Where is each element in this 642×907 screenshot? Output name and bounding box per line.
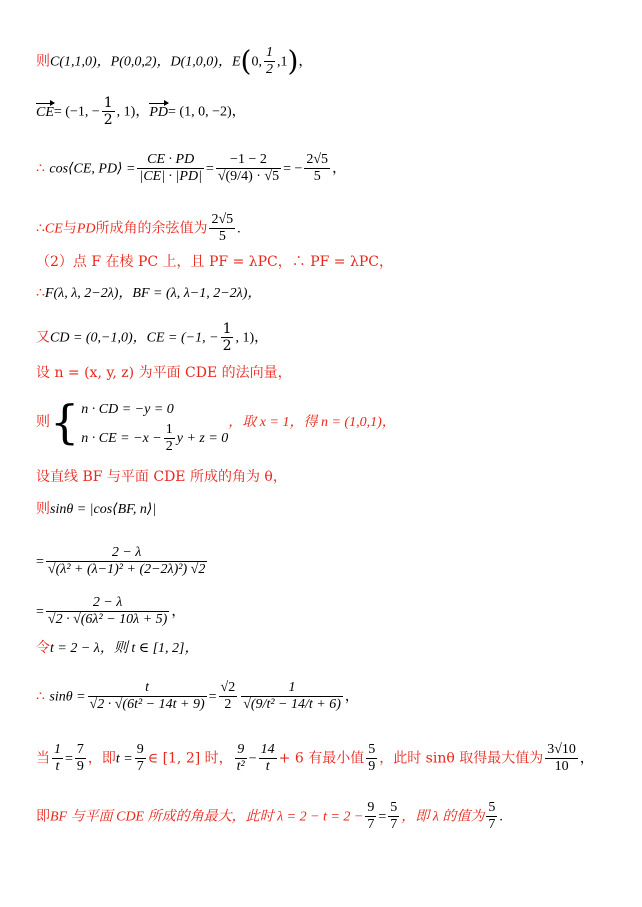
line-7-tail: , 1)，: [235, 330, 269, 346]
fraction-7-9: $\frac{7}{9}$: [76, 742, 84, 775]
word-namely: ，即: [87, 750, 116, 767]
fraction-sin-2: $\frac{2 - \lambda}{\text{√2 · √(6λ² − 10λ + 5)}}$: [47, 595, 168, 628]
fraction-half: $\frac{1}{2}$: [165, 422, 173, 455]
sin-theta-expression: sinθ = |cos⟨BF, n⟩|: [50, 502, 157, 517]
line-2-pd-value: = (1, 0, −2)，: [168, 104, 246, 120]
word-let: 令: [36, 640, 50, 656]
in-interval: ∈ [1, 2] 时，: [147, 750, 233, 767]
equation-2: n · CE = −x − $\frac{1}{2}$ y + z = 0: [81, 422, 229, 455]
fraction-inner: $\frac{1}{\text{√(9/t² − 14/t + 6)}}$: [243, 680, 341, 713]
lambda-value-text: ，即 λ 的值为: [401, 809, 485, 825]
max-value-text: ，此时 sinθ 取得最大值为: [379, 750, 544, 767]
line-9: [36, 395, 396, 455]
t-equals: t =: [115, 751, 133, 767]
fraction-result: $\frac{2√5}{5}$: [306, 152, 329, 185]
therefore-symbol: ∴: [36, 220, 45, 237]
fraction-9-7: $\frac{9}{7}$: [367, 800, 375, 833]
line-8: 设 n = (x, y, z) 为平面 CDE 的法向量，: [36, 365, 292, 381]
word-then: 则: [36, 414, 50, 430]
line-2-tail: , 1)，: [116, 104, 150, 120]
fraction-half: $\frac{1}{2}$: [265, 45, 273, 78]
equation-1: n · CD = −y = 0: [81, 402, 174, 417]
fraction-5-9: $\frac{5}{9}$: [368, 742, 376, 775]
fraction-cos: $\frac{CE \cdot PD}{|CE| \cdot |PD|}$: [139, 152, 202, 185]
line-2: [36, 95, 246, 128]
therefore-symbol: ∴: [36, 285, 45, 301]
line-14: [36, 641, 199, 656]
fraction-half: $\frac{1}{2}$: [103, 95, 113, 129]
line-1-points: C(1,1,0)，P(0,0,2)，D(1,0,0)，E: [50, 54, 241, 70]
equation-system: [81, 398, 229, 455]
fraction-5-7: $\frac{5}{7}$: [390, 800, 398, 833]
line-10: 设直线 BF 与平面 CDE 所成的角为 θ，: [36, 469, 287, 485]
fraction-5-7: $\frac{5}{7}$: [488, 800, 496, 833]
equals-minus: = −: [283, 161, 303, 177]
brace-icon: {: [50, 395, 80, 449]
word-and: 与: [62, 220, 77, 237]
line-2-eq: = (−1, −: [53, 104, 100, 120]
fraction-sqrt2-half: $\frac{√2}{2}$: [220, 680, 236, 713]
therefore-symbol: ∴: [36, 688, 45, 705]
paren-close: ): [287, 44, 299, 78]
line-13: = $\frac{2 - \lambda}{\text{√2 · √(6λ² − 10λ + 5)}}$ ，: [36, 595, 186, 628]
fraction-14-t: $\frac{14}{t}$: [260, 742, 275, 775]
fraction-half: $\frac{1}{2}$: [222, 321, 232, 355]
line-17: [36, 800, 503, 833]
normal-vector-result: ，取 x = 1，得 n = (1,0,1)，: [228, 415, 396, 430]
line-6: [36, 286, 261, 301]
vector-pd: PD: [149, 104, 169, 120]
fraction-sin-1: $\frac{2 - \lambda}{\text{√(λ² + (λ−1)² + (2−2λ)²) √2}}$: [47, 545, 206, 578]
line-11: [36, 502, 156, 517]
line-4: ∴CE与PD所成角的余弦值为 $\frac{2√5}{5}$ .: [36, 212, 241, 245]
point-f-and-bf: F(λ, λ, 2−2λ)，BF = (λ, λ−1, 2−2λ)，: [44, 286, 262, 301]
word-i-e: 即: [36, 808, 50, 825]
word-when: 当: [36, 750, 50, 767]
equals: =: [378, 809, 387, 825]
segment-ce: CE: [44, 221, 63, 237]
fraction-9-t2: $\frac{9}{\text{t²}}$: [236, 742, 245, 775]
fraction-1-over-t: $\frac{1}{t}$: [54, 742, 61, 775]
line-1: 则C(1,1,0)，P(0,0,2)，D(1,0,0)，E(0, $\frac{1}{2}$ ,1)，: [36, 44, 313, 78]
period: .: [499, 809, 503, 825]
therefore-symbol: ∴: [36, 160, 45, 177]
line-16: 当 $\frac{1}{t}$ = $\frac{7}{9}$ ，即t = $\frac{9}{7}$ ∈ [1, 2] 时， $\frac{9}{\text{t²}}$ − $\frac{14}{t}$ + 6 有最小值 $\frac{5}{9}$ ，此时 sinθ 取得最大值为 $\frac{3√10}{10}$ ，: [36, 742, 594, 775]
line-15: ∴ sinθ = $\frac{t}{\text{√2 · √(6t² − 14t + 9)}}$ = $\frac{√2}{2}$ $\frac{1}{\text{√(9/t² − 14/t + 6)}}$ ，: [36, 680, 359, 713]
cos-expression: cos⟨CE, PD⟩ =: [49, 161, 136, 177]
line-1-prefix: 则: [36, 53, 50, 70]
fraction-max: $\frac{3√10}{10}$: [547, 742, 576, 775]
line-5: （2）点 F 在棱 PC 上，且 PF = λPC，∴ PF = λPC，: [36, 254, 393, 270]
line-12: = $\frac{2 - \lambda}{\text{√(λ² + (λ−1)² + (2−2λ)²) √2}}$: [36, 545, 206, 578]
conclusion-text: BF 与平面 CDE 所成的角最大，此时 λ = 2 − t = 2 −: [50, 809, 364, 825]
substitution: t = 2 − λ，则 t ∈ [1, 2]，: [50, 641, 199, 656]
vector-ce: CE: [36, 104, 54, 120]
paren-open: (: [240, 44, 252, 78]
fraction-result: $\frac{2√5}{5}$: [211, 212, 234, 245]
cosine-text: 所成角的余弦值为: [95, 220, 208, 237]
fraction-sin-t: $\frac{t}{\text{√2 · √(6t² − 14t + 9)}}$: [89, 680, 205, 713]
vectors-cd-ce: CD = (0,−1,0)，CE = (−1, −: [50, 330, 219, 346]
sin-theta: sinθ =: [49, 689, 86, 705]
fraction-9-7: $\frac{9}{7}$: [136, 742, 144, 775]
segment-pd: PD: [76, 221, 96, 237]
word-also: 又: [36, 329, 50, 346]
fraction-cos-value: $\frac{-1 - 2}{√(9/4) \cdot √5}$: [217, 152, 280, 185]
word-then: 则: [36, 501, 50, 517]
equals: =: [208, 689, 217, 705]
min-value-text: + 6 有最小值: [278, 750, 365, 767]
line-7: [36, 321, 268, 354]
line-3: ∴ cos⟨CE, PD⟩ = $\frac{CE \cdot PD}{|CE| \cdot |PD|}$ = $\frac{-1 - 2}{√(9/4) \cdot √5}$ = − $\frac{2√5}{5}$ ，: [36, 152, 347, 185]
